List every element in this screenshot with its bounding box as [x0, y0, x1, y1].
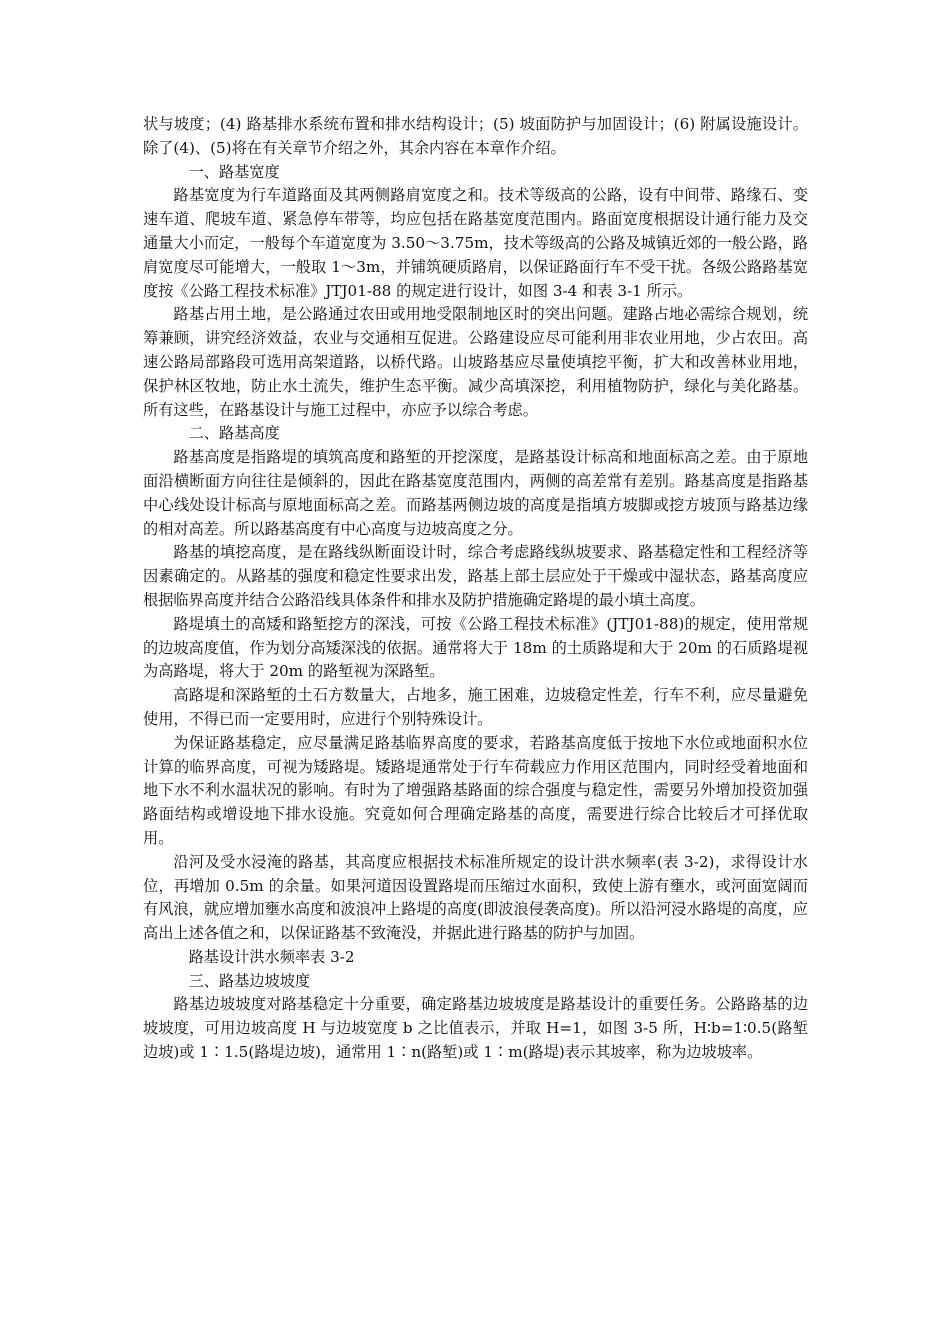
- paragraph-height-definition: 路基高度是指路堤的填筑高度和路堑的开挖深度，是路基设计标高和地面标高之差。由于原地面沿横断面方向往往是倾斜的，因此在路基宽度范围内，两侧的高差常有差别。路基高度是指路基中心线处设计标高与原地面标高之差。而路基两侧边坡的高度是指填方坡脚或挖方坡顶与路基边缘的相对高差。所以路基高度有中心高度与边坡高度之分。: [143, 448, 808, 538]
- document-page: [143, 113, 808, 1065]
- paragraph-fill-cut-height: 路基的填挖高度，是在路线纵断面设计时，综合考虑路线纵坡要求、路基稳定性和工程经济等因素确定的。从路基的强度和稳定性要求出发，路基上部土层应处于干燥或中湿状态，路基高度应根据临界高度并结合公路沿线具体条件和排水及防护措施确定路堤的最小填土高度。: [143, 543, 808, 609]
- paragraph-slope-gradient: 路基边坡坡度对路基稳定十分重要，确定路基边坡坡度是路基设计的重要任务。公路路基的边坡坡度，可用边坡高度 H 与边坡宽度 b 之比值表示，并取 H=1，如图 3-5 所，H∶b=1∶0.5(路堑边坡)或 1∶1.5(路堤边坡)，通常用 1∶n(路堑)或 1∶m(路堤)表示其坡率，称为边坡坡率。: [143, 995, 808, 1062]
- paragraph-low-embankment: 为保证路基稳定，应尽量满足路基临界高度的要求，若路基高度低于按地下水位或地面积水位计算的临界高度，可视为矮路堤。矮路堤通常处于行车荷载应力作用区范围内，同时经受着地面和地下水不利水温状况的影响。有时为了增强路基路面的综合强度与稳定性，需要另外增加投资加强路面结构或增设地下排水设施。究竟如何合理确定路基的高度，需要进行综合比较后才可择优取用。: [143, 733, 808, 847]
- paragraph-riverside-subgrade: 沿河及受水浸淹的路基，其高度应根据技术标准所规定的设计洪水频率(表 3-2)，求得设计水位，再增加 0.5m 的余量。如果河道因设置路堤而压缩过水面积，致使上游有壅水，或河面宽阔而有风浪，就应增加壅水高度和波浪冲上路堤的高度(即波浪侵袭高度)。所以沿河浸水路堤的高度，应高出上述各值之和，以保证路基不致淹没，并据此进行路基的防护与加固。: [143, 852, 808, 943]
- paragraph-land-use: 路基占用土地，是公路通过农田或用地受限制地区时的突出问题。建路占地必需综合规划，统筹兼顾，讲究经济效益，农业与交通相互促进。公路建设应尽可能利用非农业用地，少占农田。高速公路局部路段可选用高架道路，以桥代路。山坡路基应尽量使填挖平衡，扩大和改善林业用地，保护林区牧地，防止水土流失，维护生态平衡。减少高填深挖，利用植物防护，绿化与美化路基。所有这些，在路基设计与施工过程中，亦应予以综合考虑。: [143, 305, 808, 419]
- section-heading-subgrade-height: 二、路基高度: [188, 424, 280, 443]
- paragraph-intro-continuation: 状与坡度；(4) 路基排水系统布置和排水结构设计；(5) 坡面防护与加固设计；(6) 附属设施设计。除了(4)、(5)将在有关章节介绍之外，其余内容在本章作介绍。: [143, 115, 808, 157]
- table-caption-flood-frequency: 路基设计洪水频率表 3-2: [188, 947, 355, 966]
- paragraph-width-definition: 路基宽度为行车道路面及其两侧路肩宽度之和。技术等级高的公路，设有中间带、路缘石、变速车道、爬坡车道、紧急停车带等，均应包括在路基宽度范围内。路面宽度根据设计通行能力及交通量大小而定，一般每个车道宽度为 3.50～3.75m，技术等级高的公路及城镇近郊的一般公路，路肩宽度尽可能增大，一般取 1～3m，并铺筑硬质路肩，以保证路面行车不受干扰。各级公路路基宽度按《公路工程技术标准》JTJ01-88 的规定进行设计，如图 3-4 和表 3-1 所示。: [143, 186, 808, 300]
- paragraph-avoid-high-embankment: 高路堤和深路堑的土石方数量大，占地多，施工困难，边坡稳定性差，行车不利，应尽量避免使用，不得已而一定要用时，应进行个别特殊设计。: [143, 686, 808, 728]
- section-heading-slope-gradient: 三、路基边坡坡度: [188, 971, 311, 990]
- section-heading-subgrade-width: 一、路基宽度: [188, 162, 280, 181]
- paragraph-high-embankment: 路堤填土的高矮和路堑挖方的深浅，可按《公路工程技术标准》(JTJ01-88)的规定，使用常规的边坡高度值，作为划分高矮深浅的依据。通常将大于 18m 的土质路堤和大于 20m 的石质路堤视为高路堤，将大于 20m 的路堑视为深路堑。: [143, 614, 808, 681]
